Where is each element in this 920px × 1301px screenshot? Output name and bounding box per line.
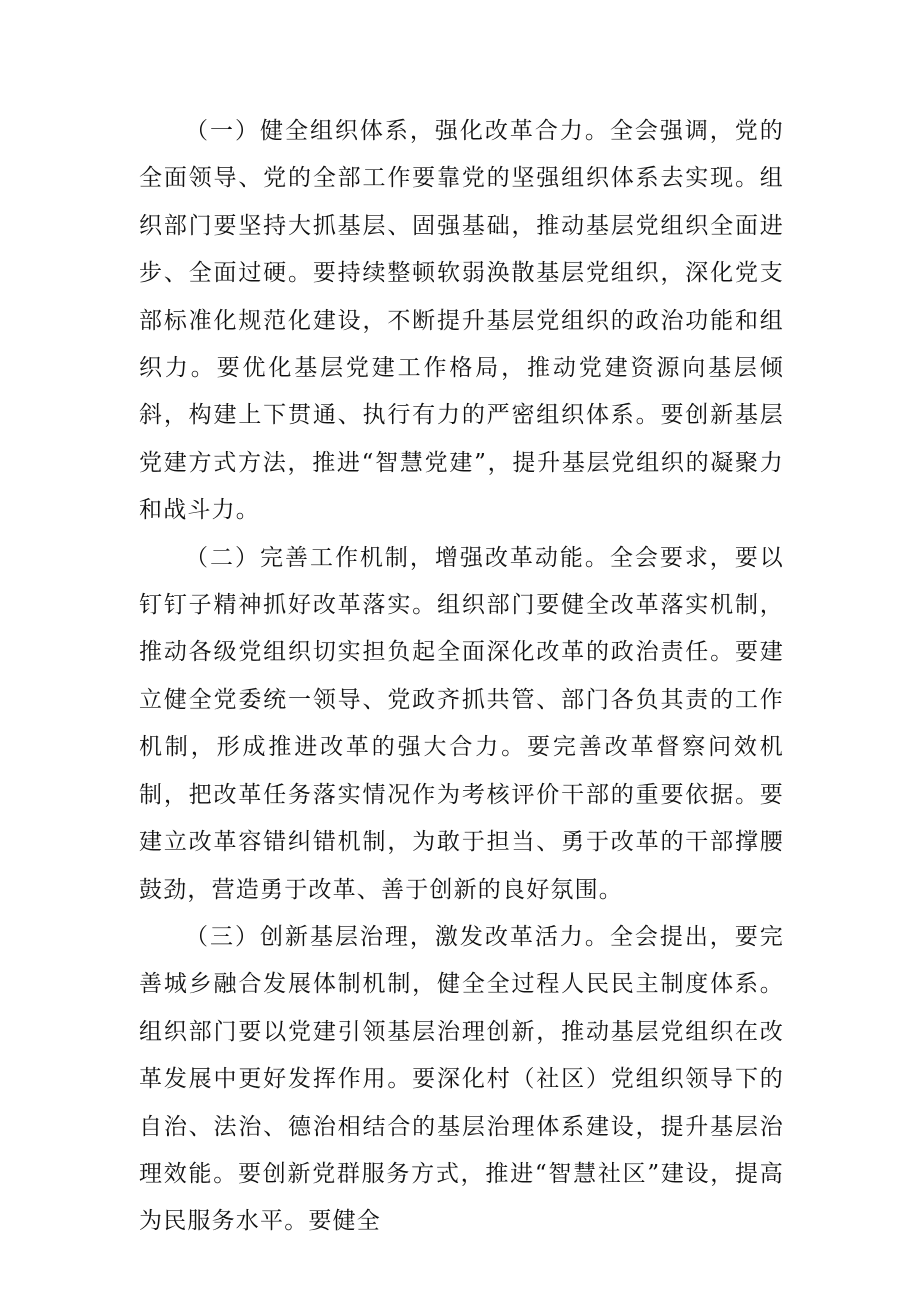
paragraph-organization-system: （一）健全组织体系，强化改革合力。全会强调，党的全面领导、党的全部工作要靠党的坚强组织体系去实现。组织部门要坚持大抓基层、固强基础，推动基层党组织全面进步、全面过硬。要持续整顿软弱涣散基层党组织，深化党支部标准化规范化建设，不断提升基层党组织的政治功能和组织力。要优化基层党建工作格局，推动党建资源向基层倾斜，构建上下贯通、执行有力的严密组织体系。要创新基层党建方式方法，推进“智慧党建”，提升基层党组织的凝聚力和战斗力。 xyxy=(139,118,784,524)
document-body xyxy=(139,108,784,1246)
paragraph-grassroots-governance: （三）创新基层治理，激发改革活力。全会提出，要完善城乡融合发展体制机制，健全全过程人民民主制度体系。组织部门要以党建引领基层治理创新，推动基层党组织在改革发展中更好发挥作用。要深化村（社区）党组织领导下的自治、法治、德治相结合的基层治理体系建设，提升基层治理效能。要创新党群服务方式，推进“智慧社区”建设，提高为民服务水平。要健全 xyxy=(139,923,784,1235)
paragraph-work-mechanism: （二）完善工作机制，增强改革动能。全会要求，要以钉钉子精神抓好改革落实。组织部门要健全改革落实机制，推动各级党组织切实担负起全面深化改革的政治责任。要建立健全党委统一领导、党政齐抓共管、部门各负其责的工作机制，形成推进改革的强大合力。要完善改革督察问效机制，把改革任务落实情况作为考核评价干部的重要依据。要建立改革容错纠错机制，为敢于担当、勇于改革的干部撑腰鼓劲，营造勇于改革、善于创新的良好氛围。 xyxy=(139,544,784,903)
